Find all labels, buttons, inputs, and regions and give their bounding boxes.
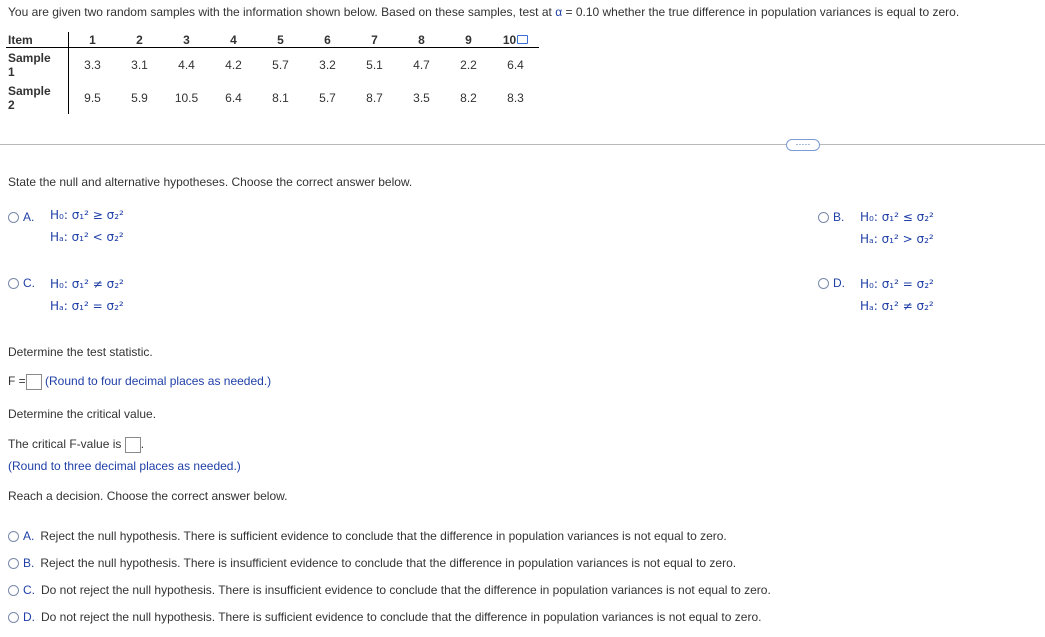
table-cell: 10.5 bbox=[174, 90, 199, 105]
radio-button[interactable] bbox=[8, 278, 19, 289]
column-header: 6 bbox=[304, 32, 351, 48]
alt-hypothesis: Hₐ: σ₁² < σ₂² bbox=[50, 230, 124, 244]
table-cell: 3.1 bbox=[131, 57, 148, 72]
row-label: Sample 2 bbox=[6, 81, 69, 114]
hypotheses-prompt: State the null and alternative hypotheses. Choose the correct answer below. bbox=[8, 175, 413, 189]
option-letter: A. bbox=[23, 529, 35, 543]
option-letter: A. bbox=[23, 210, 35, 224]
option-text: Do not reject the null hypothesis. There is sufficient evidence to conclude that the difference in population variances is not equal to zero. bbox=[41, 610, 762, 624]
column-header: 1 bbox=[69, 32, 117, 48]
table-cell: 8.3 bbox=[507, 90, 524, 105]
test-statistic-prompt: Determine the test statistic. bbox=[8, 345, 153, 359]
critical-answer-input[interactable] bbox=[125, 437, 141, 453]
table-cell: 6.4 bbox=[507, 57, 524, 72]
hyp-option-a-text bbox=[50, 204, 124, 248]
column-header: 4 bbox=[210, 32, 257, 48]
critical-value-row: The critical F-value is . bbox=[8, 437, 145, 452]
table-row bbox=[6, 81, 539, 114]
option-letter: C. bbox=[23, 276, 35, 290]
table-cell: 9.5 bbox=[84, 90, 101, 105]
decision-option-c[interactable] bbox=[8, 583, 771, 610]
option-letter: C. bbox=[23, 583, 35, 597]
section-divider bbox=[0, 144, 1045, 145]
critical-label: The critical F-value is bbox=[8, 437, 122, 452]
null-hypothesis: H₀: σ₁² ≥ σ₂² bbox=[50, 208, 124, 222]
f-answer-input[interactable] bbox=[26, 374, 42, 390]
table-cell: 5.9 bbox=[131, 90, 148, 105]
radio-button[interactable] bbox=[818, 212, 829, 223]
round-hint: (Round to four decimal places as needed.) bbox=[45, 374, 272, 389]
row-label: Sample 1 bbox=[6, 48, 69, 82]
table-cell: 2.2 bbox=[460, 57, 477, 72]
hyp-option-c-text bbox=[50, 273, 124, 317]
table-cell: 5.7 bbox=[272, 57, 289, 72]
option-text: Reject the null hypothesis. There is sufficient evidence to conclude that the difference in population variances is not equal to zero. bbox=[40, 529, 727, 543]
null-hypothesis: H₀: σ₁² ≤ σ₂² bbox=[860, 210, 934, 224]
option-letter: D. bbox=[23, 610, 35, 624]
null-hypothesis: H₀: σ₁² ≠ σ₂² bbox=[50, 277, 124, 291]
option-letter: B. bbox=[833, 210, 845, 224]
table-row bbox=[6, 48, 539, 82]
alt-hypothesis: Hₐ: σ₁² > σ₂² bbox=[860, 232, 934, 246]
radio-button[interactable] bbox=[8, 585, 19, 596]
table-cell: 8.1 bbox=[272, 90, 289, 105]
table-cell: 4.2 bbox=[225, 57, 242, 72]
decision-option-b[interactable] bbox=[8, 556, 771, 583]
copy-data-icon[interactable] bbox=[517, 35, 528, 44]
problem-statement: You are given two random samples with the information shown below. Based on these samples, test at α = 0.10 whether the true difference in population variances is equal to zero. bbox=[8, 5, 960, 19]
column-header: 2 bbox=[116, 32, 163, 48]
radio-button[interactable] bbox=[8, 612, 19, 623]
round-hint: (Round to three decimal places as needed.) bbox=[8, 459, 241, 473]
hyp-option-a[interactable] bbox=[8, 210, 34, 224]
radio-button[interactable] bbox=[8, 558, 19, 569]
critical-value-prompt: Determine the critical value. bbox=[8, 407, 157, 421]
radio-button[interactable] bbox=[8, 531, 19, 542]
table-cell: 6.4 bbox=[225, 90, 242, 105]
column-header: 9 bbox=[445, 32, 492, 48]
table-cell: 8.2 bbox=[460, 90, 477, 105]
alpha-symbol: α bbox=[555, 5, 563, 19]
table-cell: 8.7 bbox=[366, 90, 383, 105]
hyp-option-b-text bbox=[860, 206, 934, 250]
more-button[interactable]: ····· bbox=[786, 139, 820, 151]
sample-data-table bbox=[6, 32, 539, 114]
option-letter: D. bbox=[833, 276, 845, 290]
null-hypothesis: H₀: σ₁² = σ₂² bbox=[860, 277, 934, 291]
item-header: Item bbox=[6, 32, 69, 48]
hyp-option-b[interactable] bbox=[818, 210, 844, 224]
option-letter: B. bbox=[23, 556, 35, 570]
test-statistic-row bbox=[8, 374, 271, 390]
hyp-option-c[interactable] bbox=[8, 276, 35, 290]
f-label: F = bbox=[8, 374, 26, 389]
option-text: Do not reject the null hypothesis. There is insufficient evidence to conclude that the difference in population variances is not equal to zero. bbox=[41, 583, 771, 597]
decision-prompt: Reach a decision. Choose the correct answer below. bbox=[8, 489, 288, 503]
alt-hypothesis: Hₐ: σ₁² ≠ σ₂² bbox=[860, 299, 934, 313]
decision-option-a[interactable] bbox=[8, 529, 771, 556]
decision-options bbox=[8, 529, 771, 637]
radio-button[interactable] bbox=[818, 278, 829, 289]
table-cell: 4.7 bbox=[413, 57, 430, 72]
alt-hypothesis: Hₐ: σ₁² = σ₂² bbox=[50, 299, 124, 313]
column-header: 8 bbox=[398, 32, 445, 48]
column-header: 5 bbox=[257, 32, 304, 48]
option-text: Reject the null hypothesis. There is insufficient evidence to conclude that the difference in population variances is not equal to zero. bbox=[40, 556, 737, 570]
table-cell: 3.3 bbox=[84, 57, 101, 72]
column-header: 7 bbox=[351, 32, 398, 48]
decision-option-d[interactable] bbox=[8, 610, 771, 637]
hyp-option-d[interactable] bbox=[818, 276, 845, 290]
table-cell: 5.1 bbox=[366, 57, 383, 72]
table-cell: 3.2 bbox=[319, 57, 336, 72]
column-header: 3 bbox=[163, 32, 210, 48]
table-cell: 3.5 bbox=[413, 90, 430, 105]
hyp-option-d-text bbox=[860, 273, 934, 317]
table-cell: 4.4 bbox=[178, 57, 195, 72]
table-cell: 5.7 bbox=[319, 90, 336, 105]
column-header: 10 bbox=[492, 32, 539, 48]
radio-button[interactable] bbox=[8, 212, 19, 223]
